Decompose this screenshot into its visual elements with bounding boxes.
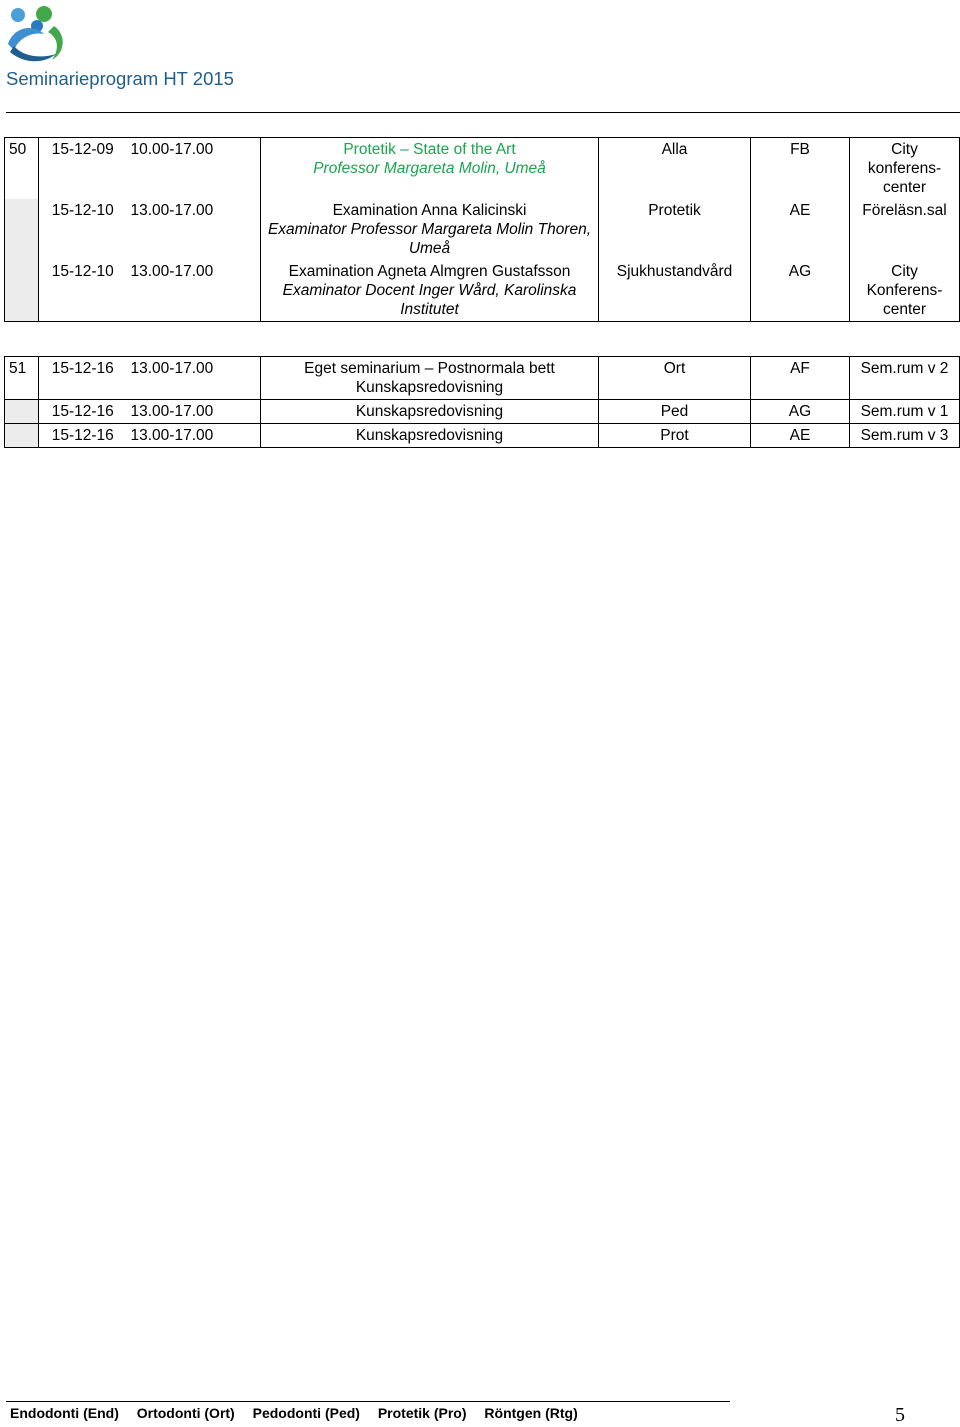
topic-cell bbox=[261, 199, 599, 260]
room-cell: Sem.rum v 2 bbox=[850, 357, 960, 400]
legend-protetik: Protetik (Pro) bbox=[377, 1405, 467, 1421]
week-cell bbox=[5, 199, 39, 260]
topic-speaker: Professor Margareta Molin, Umeå bbox=[313, 160, 546, 177]
code-cell: FB bbox=[751, 138, 850, 200]
week-51-table bbox=[4, 356, 960, 448]
footer-divider bbox=[6, 1401, 730, 1402]
week-cell bbox=[5, 400, 39, 424]
table-row bbox=[5, 400, 960, 424]
legend-ortodonti: Ortodonti (Ort) bbox=[136, 1405, 235, 1421]
group-cell: Ped bbox=[599, 400, 751, 424]
page-title: Seminarieprogram HT 2015 bbox=[6, 68, 234, 89]
group-cell: Alla bbox=[599, 138, 751, 200]
code-cell: AG bbox=[751, 400, 850, 424]
footer-legend bbox=[10, 1405, 592, 1421]
room-cell: Föreläsn.sal bbox=[850, 199, 960, 260]
group-cell: Prot bbox=[599, 424, 751, 448]
time-cell: 13.00-17.00 bbox=[127, 260, 261, 322]
topic-examiner: Examinator Docent Inger Wård, Karolinska Institutet bbox=[282, 282, 577, 318]
code-cell: AE bbox=[751, 199, 850, 260]
group-cell: Ort bbox=[599, 357, 751, 400]
time-cell: 13.00-17.00 bbox=[127, 199, 261, 260]
topic-cell bbox=[261, 138, 599, 200]
topic-cell bbox=[261, 357, 599, 400]
topic-cell bbox=[261, 260, 599, 322]
table-row bbox=[5, 260, 960, 322]
date-cell: 15-12-16 bbox=[39, 400, 127, 424]
legend-rontgen: Röntgen (Rtg) bbox=[484, 1405, 578, 1421]
topic-title: Protetik – State of the Art bbox=[343, 141, 516, 158]
room-cell: City konferens-center bbox=[850, 138, 960, 200]
week-cell bbox=[5, 424, 39, 448]
time-cell: 13.00-17.00 bbox=[127, 400, 261, 424]
legend-pedodonti: Pedodonti (Ped) bbox=[252, 1405, 360, 1421]
legend-endodonti: Endodonti (End) bbox=[10, 1405, 119, 1421]
time-cell: 13.00-17.00 bbox=[127, 424, 261, 448]
group-cell: Protetik bbox=[599, 199, 751, 260]
code-cell: AG bbox=[751, 260, 850, 322]
room-cell: City Konferens-center bbox=[850, 260, 960, 322]
topic-examiner: Examinator Professor Margareta Molin Thoren, Umeå bbox=[267, 221, 592, 257]
time-cell: 10.00-17.00 bbox=[127, 138, 261, 200]
week-cell bbox=[5, 260, 39, 322]
date-cell: 15-12-10 bbox=[39, 199, 127, 260]
topic-title: Examination Agneta Almgren Gustafsson bbox=[288, 263, 571, 280]
room-cell: Sem.rum v 3 bbox=[850, 424, 960, 448]
header-divider bbox=[6, 112, 960, 113]
topic-cell: Kunskapsredovisning bbox=[261, 424, 599, 448]
date-cell: 15-12-16 bbox=[39, 357, 127, 400]
logo-icon bbox=[4, 4, 70, 66]
date-cell: 15-12-09 bbox=[39, 138, 127, 200]
week-number: 51 bbox=[5, 357, 39, 400]
table-row bbox=[5, 424, 960, 448]
week-50-table bbox=[4, 137, 960, 322]
topic-subtitle: Kunskapsredovisning bbox=[355, 379, 504, 396]
room-cell: Sem.rum v 1 bbox=[850, 400, 960, 424]
code-cell: AE bbox=[751, 424, 850, 448]
week-number: 50 bbox=[5, 138, 39, 200]
group-cell: Sjukhustandvård bbox=[599, 260, 751, 322]
page-header bbox=[0, 0, 960, 118]
table-row bbox=[5, 138, 960, 200]
date-cell: 15-12-16 bbox=[39, 424, 127, 448]
topic-cell: Kunskapsredovisning bbox=[261, 400, 599, 424]
page-number: 5 bbox=[895, 1404, 905, 1426]
date-cell: 15-12-10 bbox=[39, 260, 127, 322]
table-row bbox=[5, 199, 960, 260]
topic-title: Examination Anna Kalicinski bbox=[332, 202, 527, 219]
code-cell: AF bbox=[751, 357, 850, 400]
table-row bbox=[5, 357, 960, 400]
time-cell: 13.00-17.00 bbox=[127, 357, 261, 400]
topic-title: Eget seminarium – Postnormala bett bbox=[304, 360, 555, 377]
